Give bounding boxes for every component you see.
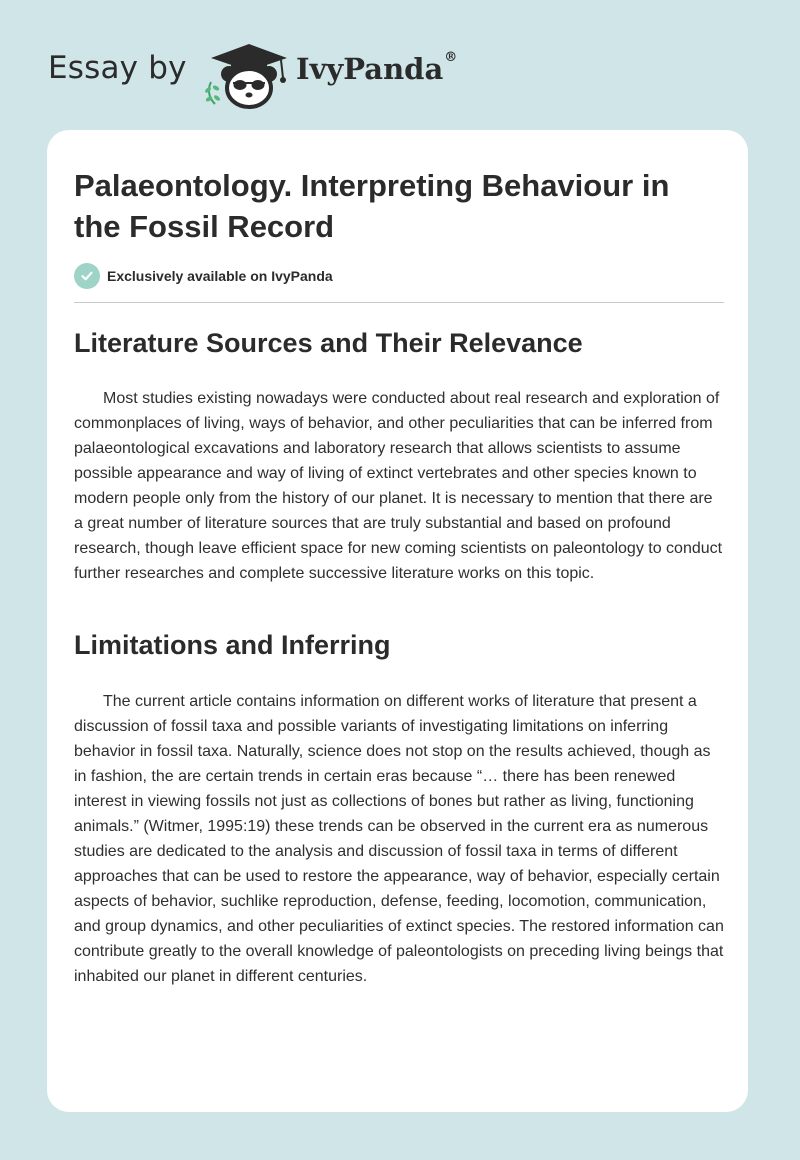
site-header <box>0 0 800 130</box>
brand-name[interactable] <box>296 52 457 86</box>
section-literature-sources <box>74 326 724 586</box>
panda-graduate-icon[interactable] <box>203 38 293 110</box>
section-heading: Limitations and Inferring <box>74 630 391 660</box>
section-paragraph: Most studies existing nowadays were conducted about real research and exploration of commonplaces of living, ways of behavior, and other peculiarities that can be inferred from palaeontological excavations and laboratory research that allows scientists to assume possible appearance and way of living of extinct vertebrates and other species known to modern people only from the history of our planet. It is necessary to mention that there are a great number of literature sources that are truly substantial and based on profound research, though leave efficient space for new coming scientists on paleontology to conduct further researches and complete successive literature works on this topic. <box>74 390 723 582</box>
section-paragraph: The current article contains information on different works of literature that present a discussion of fossil taxa and possible variants of investigating limitations on inferring behavior in fossil taxa. Naturally, science does not stop on the results achieved, though as in fashion, the are certain trends in certain eras because “… there has been renewed interest in viewing fossils not just as collections of bones but rather as living, functioning animals.” (Witmer, 1995:19) these trends can be observed in the current era as numerous studies are dedicated to the analysis and discussion of fossil taxa in terms of different approaches that can be used to restore the appearance, way of behavior, especially certain aspects of behavior, suchlike reproduction, defense, feeding, locomotion, communication, and group dynamics, and other peculiarities of extinct species. The restored information can contribute greatly to the overall knowledge of paleontologists on preceding living beings that inhabited our planet in different centuries. <box>74 693 724 985</box>
brand-name-text: IvyPanda <box>296 52 444 86</box>
article-card <box>47 130 748 1112</box>
section-limitations <box>74 628 724 989</box>
registered-mark: ® <box>444 50 458 65</box>
checkmark-icon <box>74 263 100 289</box>
brand-prefix: Essay by <box>48 50 187 86</box>
section-heading: Literature Sources and Their Relevance <box>74 328 583 358</box>
badge-label: Exclusively available on IvyPanda <box>107 268 333 284</box>
article-title: Palaeontology. Interpreting Behaviour in the Fossil Record <box>74 168 670 244</box>
exclusive-badge <box>74 263 333 289</box>
divider <box>74 302 724 303</box>
